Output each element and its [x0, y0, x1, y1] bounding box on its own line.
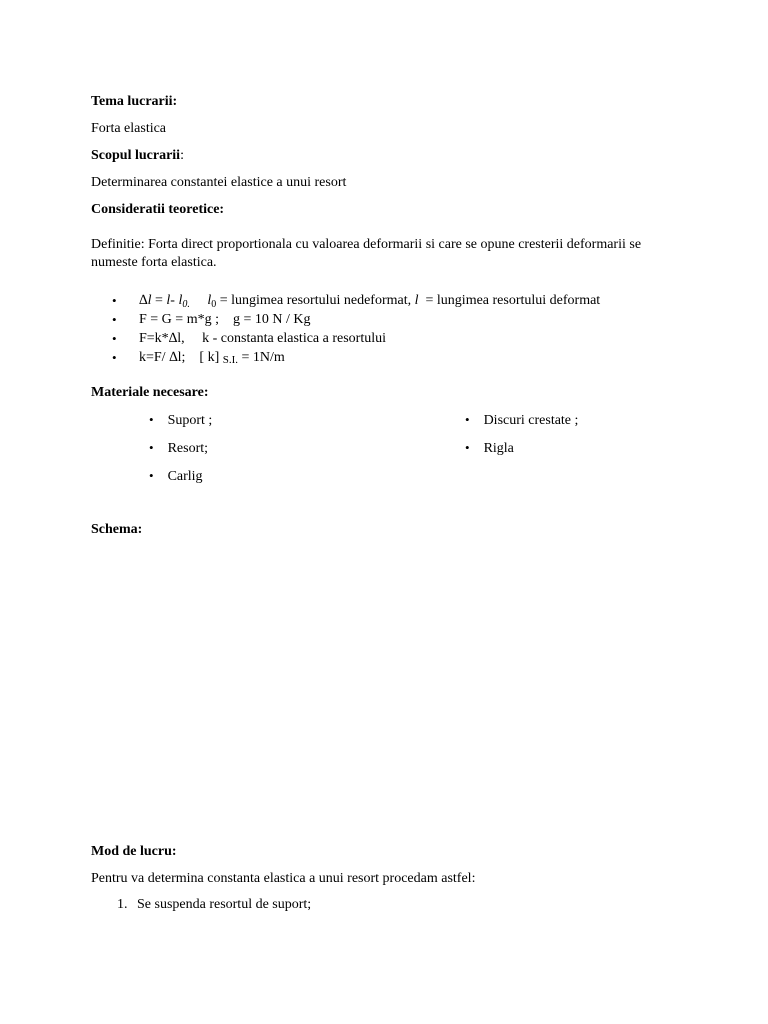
- mod-heading: Mod de lucru:: [91, 844, 177, 859]
- formula-l2: l: [166, 293, 171, 308]
- formula-l0-sub: 0.: [182, 299, 190, 310]
- formula-item: [112, 310, 600, 329]
- tema-text: Forta elastica: [91, 121, 167, 136]
- consideratii-heading: Consideratii teoretice:: [91, 202, 225, 217]
- formula-l0: l: [178, 293, 183, 308]
- mod-step-number: 1.: [117, 897, 128, 912]
- formula-gap: [190, 293, 208, 308]
- bullet-icon: •: [465, 412, 470, 427]
- bullet-icon: •: [149, 412, 154, 427]
- formula-desc1: = lungimea resortului nedeformat,: [216, 293, 415, 308]
- bullet-icon: •: [112, 350, 117, 365]
- materiale-heading: Materiale necesare:: [91, 385, 209, 400]
- mod-intro: Pentru va determina constanta elastica a unui resort procedam astfel:: [91, 871, 476, 886]
- bullet-icon: •: [112, 312, 117, 327]
- scop-heading: Scopul lucrarii: [91, 148, 181, 163]
- formula-l: l: [147, 293, 152, 308]
- formula-k-rest: = 1N/m: [238, 350, 285, 365]
- formula-si: S.I.: [222, 354, 239, 366]
- scop-colon: :: [180, 148, 184, 163]
- formula-l0b: l: [207, 293, 212, 308]
- formula-desc2: = lungimea resortului deformat: [418, 293, 601, 308]
- materiale-item: [149, 439, 208, 457]
- formula-l0b-sub: 0: [211, 299, 217, 310]
- materiale-item: [465, 439, 514, 457]
- materiale-item-label: Carlig: [167, 469, 203, 484]
- materiale-item: [149, 411, 212, 429]
- materiale-item-label: Discuri crestate ;: [483, 413, 579, 428]
- bullet-icon: •: [112, 331, 117, 346]
- bullet-icon: •: [465, 440, 470, 455]
- formula-delta-symbol: ∆: [139, 293, 148, 308]
- scop-heading-line: [91, 147, 184, 164]
- scop-text: Determinarea constantei elastice a unui resort: [91, 175, 347, 190]
- tema-heading: Tema lucrarii:: [91, 94, 178, 109]
- bullet-icon: •: [149, 440, 154, 455]
- formula-item: [112, 329, 600, 348]
- schema-heading: Schema:: [91, 522, 143, 537]
- mod-step-text: Se suspenda resortul de suport;: [137, 897, 312, 912]
- materiale-item-label: Rigla: [483, 441, 514, 456]
- definitie-paragraph: Definitie: Forta direct proportionala cu valoarea deformarii si care se opune cresterii deformarii se numeste forta elastica.: [91, 237, 642, 270]
- formula-weight: F = G = m*g ; g = 10 N / Kg: [139, 312, 311, 327]
- mod-step: [117, 896, 311, 913]
- bullet-icon: •: [112, 293, 117, 308]
- formula-hooke: F=k*∆l, k - constanta elastica a resortului: [139, 331, 387, 346]
- formula-l3: l: [414, 293, 419, 308]
- formula-list: [112, 291, 600, 367]
- formula-eq: =: [151, 293, 167, 308]
- formula-minus: -: [170, 293, 179, 308]
- formula-k-main: k=F/ ∆l; [ k]: [139, 350, 223, 365]
- materiale-item-label: Suport ;: [167, 413, 213, 428]
- materiale-item-label: Resort;: [167, 441, 209, 456]
- bullet-icon: •: [149, 468, 154, 483]
- materiale-item: [465, 411, 578, 429]
- formula-item: [112, 348, 600, 367]
- formula-item: [112, 291, 600, 310]
- materiale-item: [149, 467, 203, 485]
